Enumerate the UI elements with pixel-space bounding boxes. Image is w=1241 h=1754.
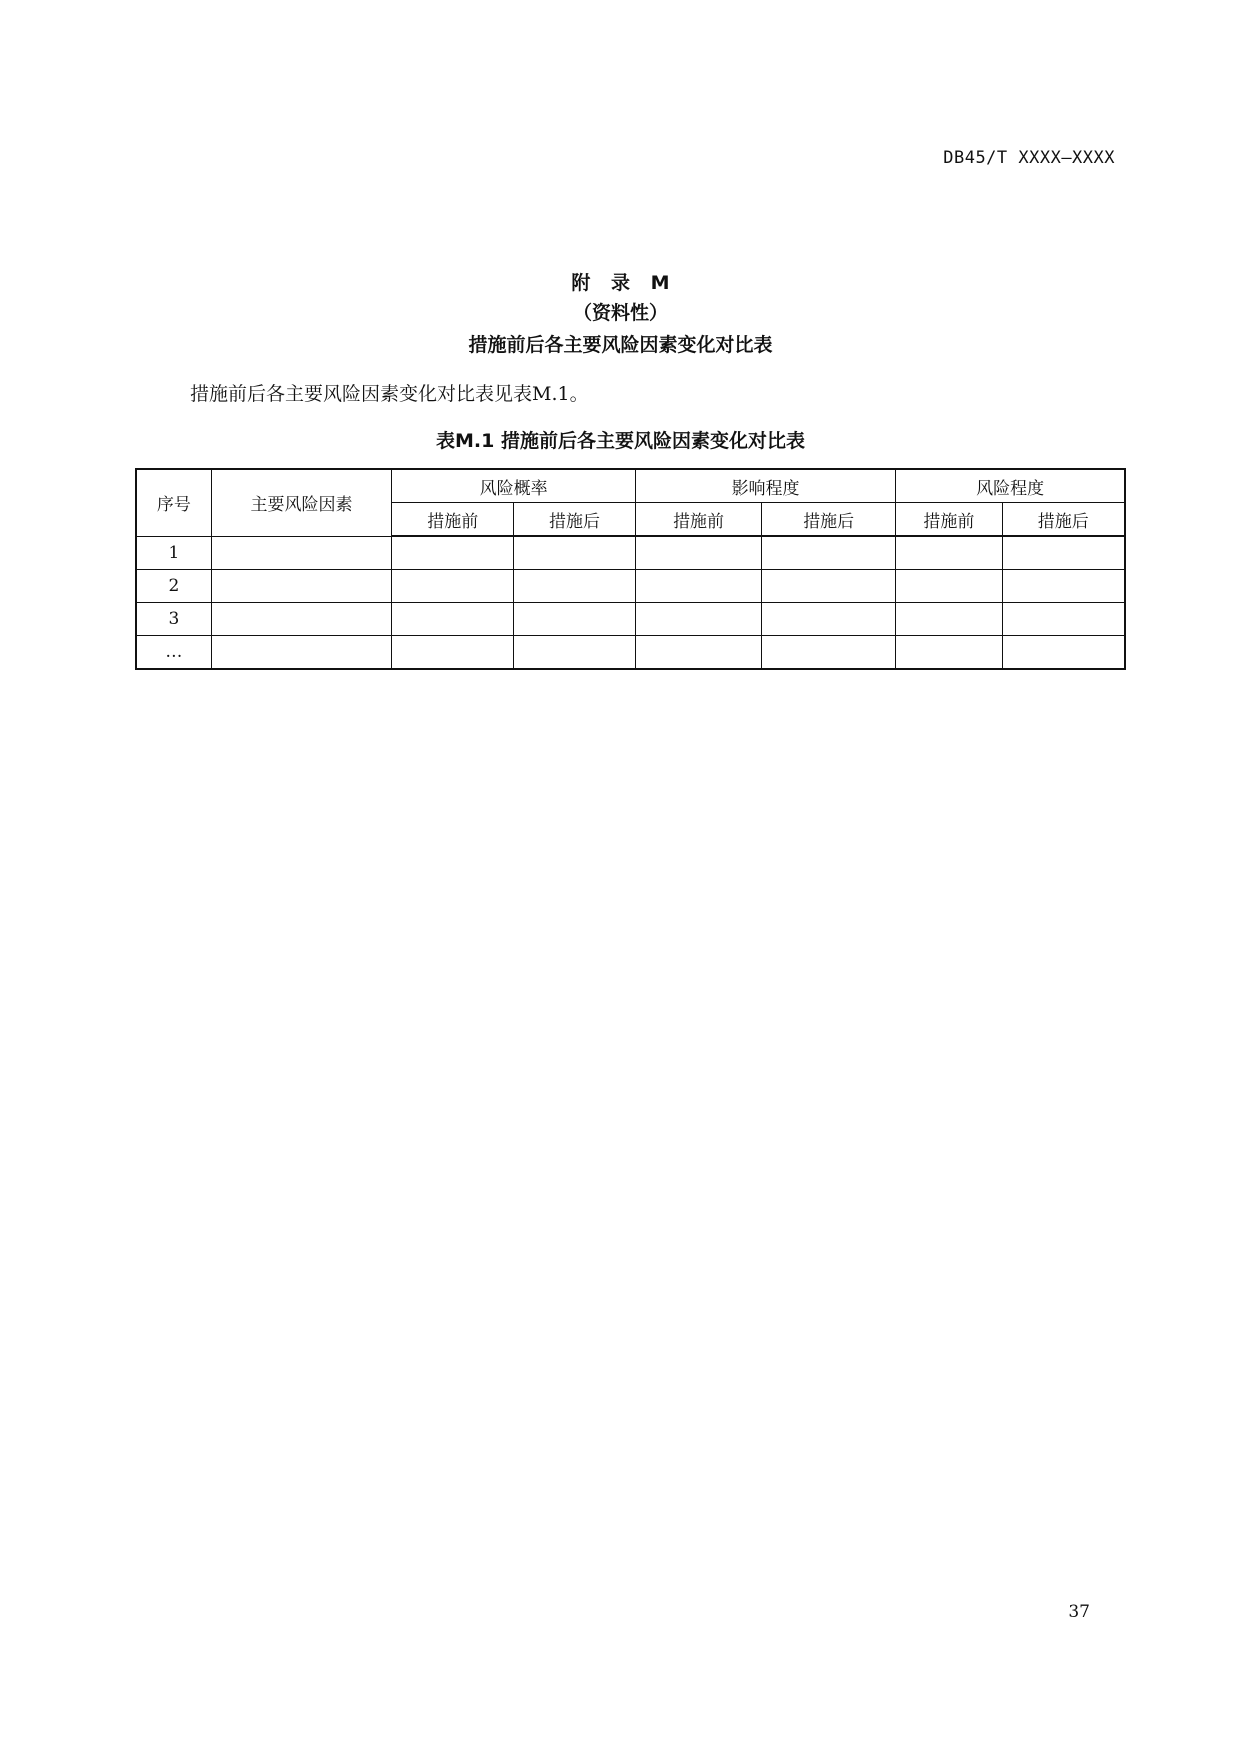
table-cell (635, 636, 761, 670)
table-cell (635, 536, 761, 570)
document-code: DB45/T XXXX—XXXX (943, 148, 1115, 168)
row-factor (211, 570, 392, 603)
table-cell (1002, 536, 1125, 570)
appendix-name: 措施前后各主要风险因素变化对比表 (468, 334, 773, 356)
row-seq: 1 (136, 536, 211, 570)
header-impact-degree: 影响程度 (635, 469, 895, 503)
subheader-before: 措施前 (635, 503, 761, 537)
table-row (136, 570, 1125, 603)
table-cell (896, 536, 1002, 570)
table-cell (1002, 603, 1125, 636)
table-cell (514, 603, 636, 636)
row-seq: … (136, 636, 211, 670)
table-cell (896, 603, 1002, 636)
header-risk-probability: 风险概率 (392, 469, 636, 503)
appendix-title: 附 录 M (571, 272, 670, 294)
table-header-row (136, 469, 1125, 503)
table-row (136, 603, 1125, 636)
subheader-after: 措施后 (762, 503, 896, 537)
page-number: 37 (1068, 1602, 1090, 1622)
subheader-after: 措施后 (1002, 503, 1125, 537)
subheader-after: 措施后 (514, 503, 636, 537)
table-cell (392, 570, 514, 603)
risk-comparison-table (135, 468, 1126, 670)
subheader-before: 措施前 (392, 503, 514, 537)
table-cell (392, 536, 514, 570)
row-seq: 3 (136, 603, 211, 636)
row-factor (211, 603, 392, 636)
table-cell (896, 636, 1002, 670)
table-cell (762, 570, 896, 603)
table-cell (762, 636, 896, 670)
table-row (136, 536, 1125, 570)
table-cell (1002, 636, 1125, 670)
table-cell (1002, 570, 1125, 603)
row-seq: 2 (136, 570, 211, 603)
header-risk-degree: 风险程度 (896, 469, 1125, 503)
intro-paragraph: 措施前后各主要风险因素变化对比表见表M.1。 (190, 383, 589, 405)
table-cell (392, 636, 514, 670)
table-cell (762, 603, 896, 636)
table-cell (514, 536, 636, 570)
table-cell (635, 570, 761, 603)
row-factor (211, 636, 392, 670)
header-seq: 序号 (136, 469, 211, 536)
table-cell (514, 570, 636, 603)
table-row (136, 636, 1125, 670)
appendix-nature: （资料性） (572, 302, 668, 324)
table-cell (635, 603, 761, 636)
header-risk-factor: 主要风险因素 (211, 469, 392, 536)
table-caption: 表M.1 措施前后各主要风险因素变化对比表 (436, 430, 805, 452)
table-cell (762, 536, 896, 570)
table-cell (514, 636, 636, 670)
row-factor (211, 536, 392, 570)
subheader-before: 措施前 (896, 503, 1002, 537)
table-cell (392, 603, 514, 636)
table-cell (896, 570, 1002, 603)
